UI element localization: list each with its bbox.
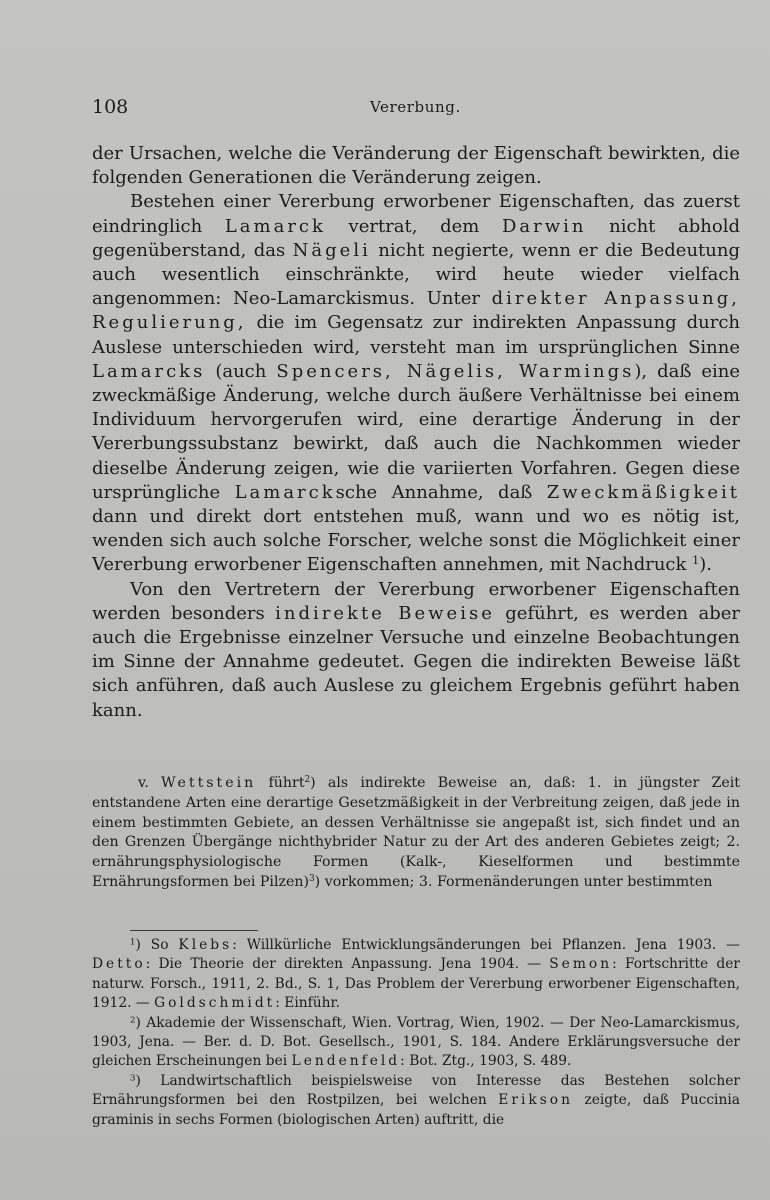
paragraph-text: ) als indirekte Beweise an, daß: 1. in jüngster Zeit entstandene Arten eine derartige Gesetzmäßigkeit in der Verbreitung zeigen, daß jede in einem bestimmten Gebiete, an dessen Verhältnisse sie angepaßt ist, sich findet und an den Grenzen Übergänge nichthybrider Natur zu der Art des anderen Gebietes zeigt; 2. ernährungsphysiologische Formen (Kalk-, Kieselformen und bestimmte Ernährungsformen bei Pilzen) [92,775,740,890]
footnote-marker: 1 [130,937,136,948]
term-zweckmaessigkeit: Zweckmäßigkeit [546,481,740,503]
name-darwin: Darwin [501,215,587,237]
paragraph-text: geführt, es werden aber auch die Ergebnisse einzelner Versuche und einzelne Beobachtungen im Sinne der Annahme gedeutet. Gegen die indirekten Beweise läßt sich anführen, daß auch Auslese zu gleichem Ergebnis geführt haben kann. [92,602,740,721]
name-goldschmidt: Goldschmidt [154,995,276,1012]
small-paragraph [92,774,740,893]
footnote-text: : Willkürliche Entwicklungsänderungen bei Pflanzen. Jena 1903. — [232,937,740,953]
footnote-text: ) Landwirtschaftlich beispielsweise von Interesse das Bestehen solcher Ernährungsformen bei den Rostpilzen, bei welchen [92,1072,740,1109]
name-lamarcks: Lamarcks [92,360,206,382]
paragraph-text: ) vorkommen; 3. Formenänderungen unter bestimmten [314,873,713,890]
paragraph-text: Von den Vertretern der Vererbung erworbener Eigenschaften werden besonders [92,578,740,624]
name-erikson: Erikson [498,1092,573,1109]
paragraph-text: ). [699,554,712,576]
paragraph-3 [92,578,740,723]
footnote-marker: 2 [130,1014,136,1025]
running-title: Vererbung. [370,98,461,116]
footnote-divider [130,930,258,931]
paragraph-text: vertrat, dem [325,215,502,237]
small-print-text [92,774,740,893]
page-number: 108 [92,96,129,118]
paragraph-text: der Ursachen, welche die Veränderung der Eigenschaft bewirkten, die folgenden Generationen die Veränderung zeigen. [92,143,740,189]
names-list: Spencers, Nägelis, Warmings [276,360,635,382]
page-header [92,96,742,122]
footnote-marker: 3 [130,1073,136,1084]
footnote-text: ) Akademie der Wissenschaft, Wien. Vortrag, Wien, 1902. — Der Neo-Lamarckismus, 1903, Jena. — Ber. d. D. Bot. Gesellsch., 1901, S. 184. Andere Erklärungsversuche der gleichen Erscheinungen bei [92,1014,740,1070]
name-wettstein: Wettstein [161,775,257,791]
footnote-text: : Die Theorie der direkten Anpassung. Jena 1904. — [145,956,550,973]
paragraph-text: (auch [205,360,277,382]
footnote-text: : Bot. Ztg., 1903, S. 489. [400,1053,572,1070]
footnote-2 [92,1014,740,1072]
name-lendenfeld: Lendenfeld [291,1053,401,1070]
name-lamarcksche: Lamarck [234,481,336,503]
paragraph-text: die im Gegensatz zur indirekten Anpassung durch Auslese unterschieden wird, versteht man im ursprünglichen Sinne [92,312,740,358]
footnote-text: zeigte, daß Puccinia graminis in sechs Formen (biologischen Arten) auftritt, die [92,1092,740,1128]
paragraph-text: nicht negierte, wenn er die Bedeutung auch wesentlich einschränkte, wird heute wieder vielfach angenommen: Neo-Lamarckismus. Unter [92,239,740,310]
paragraph-text: nicht abhold gegenüberstand, das [92,215,740,261]
main-text [92,142,740,723]
footnotes [92,936,740,1130]
footnote-text: ) So [135,937,179,953]
footnote-text: : Einführ. [275,995,340,1012]
footnote-1 [92,936,740,1014]
footnote-ref-2: 2 [304,775,311,786]
footnote-3 [92,1072,740,1130]
paragraph-2 [92,190,740,577]
name-lamarck: Lamarck [224,215,326,237]
paragraph-text: Bestehen einer Vererbung erworbener Eigenschaften, das zuerst eindringlich [92,191,740,237]
paragraph-text: führt [256,775,305,791]
paragraph-text: dann und direkt dort entstehen muß, wann und wo es nötig ist, wenden sich auch solche Forscher, welche sonst die Möglichkeit einer Vererbung erworbener Eigenschaften annehmen, mit Nachdruck [92,506,740,576]
term-indirekte-beweise: indirekte Beweise [275,602,495,624]
footnote-ref-1: 1 [692,554,700,568]
footnote-text: : Fortschritte der naturw. Forsch., 1911, 2. Bd., S. 1, Das Problem der Vererbung erworbener Eigenschaften, 1912. — [92,956,740,1012]
paragraph-text: sche Annahme, daß [335,481,547,503]
footnote-ref-3: 3 [309,874,315,885]
name-klebs: Klebs [178,937,233,953]
paragraph-1 [92,142,740,190]
name-semon: Semon [549,956,613,973]
paragraph-text: ), daß eine zweckmäßige Änderung, welche durch äußere Verhältnisse bei einem Individuum hervorgerufen wird, eine derartige Änderung in der Vererbungssubstanz bewirkt, daß auch die Nachkommen wieder dieselbe Änderung zeigen, wie die variierten Vorfahren. Gegen diese ursprüngliche [92,360,741,503]
paragraph-text: v. [138,775,162,791]
name-detto: Detto [92,956,146,973]
name-naegeli: Nägeli [292,239,371,261]
term-direkte-anpassung: direkter Anpassung, Regulierung, [92,288,741,334]
